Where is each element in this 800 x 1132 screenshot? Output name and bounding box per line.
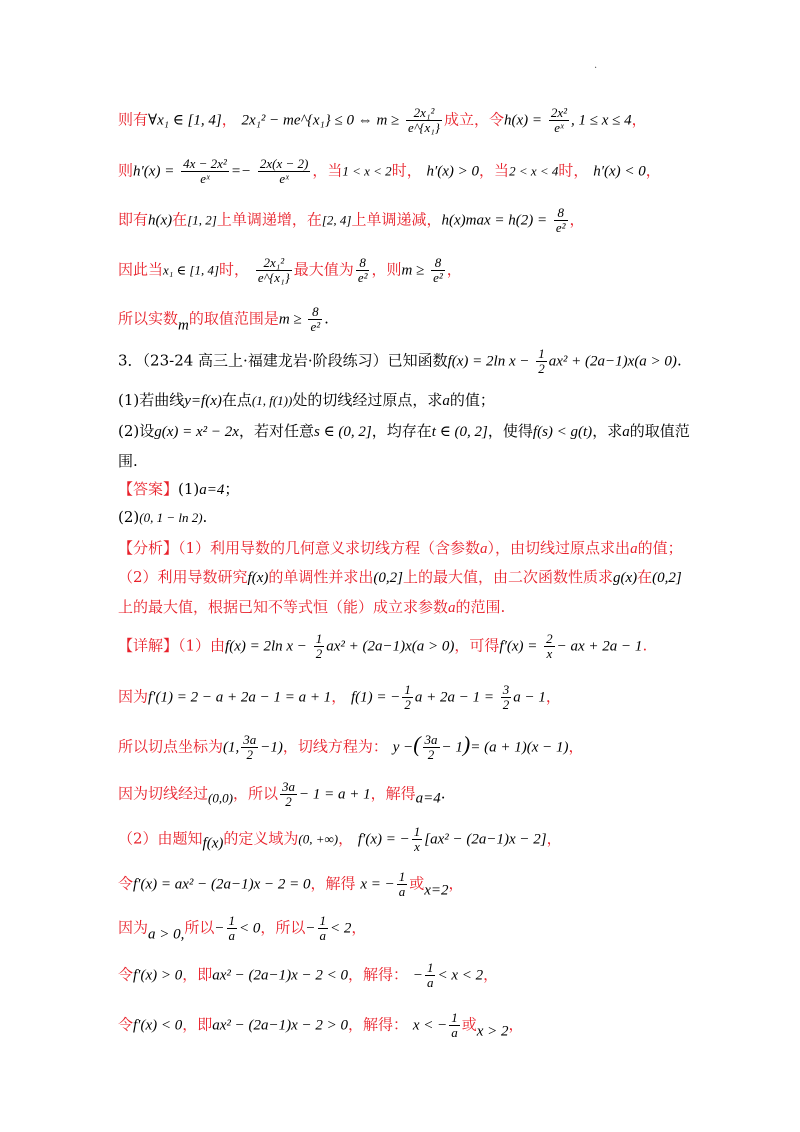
text: 上单调递减， [351, 210, 442, 229]
math: h′(x) > 0 [426, 163, 480, 180]
text: ，当 [312, 161, 343, 180]
analysis-line-1: 【分析】（1）利用导数的几何意义求切线方程（含参数a），由切线过原点求出a的值； [118, 539, 683, 557]
question-part-2-cont: 围. [118, 452, 138, 470]
fraction: $\frac{\text{2x²}}{\text{eˣ}}$ [550, 105, 567, 135]
fraction: $\frac{2x(x - 2)}{\text{eˣ}}$ [259, 156, 309, 186]
detail-line-5: （2）由题知f(x)的定义域为(0, +∞)， f′(x) = − $\frac{1}{x}$ [ax² − (2a−1)x − 2]， [118, 824, 562, 854]
text: 成立，令 [444, 110, 505, 129]
analysis-line-3: 上的最大值，根据已知不等式恒（能）成立求参数a的范围. [118, 598, 506, 616]
text: 时， [558, 161, 589, 180]
math: , 1 ≤ x ≤ 4 [571, 112, 632, 129]
text: ， [569, 210, 585, 229]
math: 1 < x < 2 [342, 163, 392, 179]
text: ，则 [371, 260, 402, 279]
fraction: $\frac{8}{\text{e²}}$ [357, 255, 368, 285]
solution-line-1 [118, 106, 688, 135]
math: h(x) [148, 212, 173, 229]
fraction: $\frac{\text{4x − 2x²}}{\text{eˣ}}$ [183, 156, 227, 186]
math: = [230, 163, 241, 180]
solution-line-3 [118, 206, 688, 235]
fraction: $\frac{1}{2}$ [538, 346, 545, 376]
top-mark: . [594, 60, 598, 71]
math: m ≥ [401, 262, 425, 279]
math: 2x₁² − me^{x₁} ≤ 0 ⇔ m ≥ [241, 112, 400, 129]
text: 的取值范围是 [188, 309, 279, 328]
detail-line-4: 因为切线经过(0,0)，所以 $\frac{3a}{2}$ − 1 = a + 1，解得a=4. [118, 779, 446, 809]
text: 则 [118, 161, 134, 180]
text: 因此当 [118, 260, 164, 279]
fraction: $\frac{8}{\text{e²}}$ [310, 304, 321, 334]
detail-line-1: 【详解】（1）由f(x) = 2ln x − $\frac{1}{2}$ ax² + (2a−1)x(a > 0)，可得f′(x) = $\frac{2}{x}$ − ax + 2a − 1. [118, 631, 648, 661]
detail-line-6: 令f′(x) = ax² − (2a−1)x − 2 = 0，解得 x = − $\frac{1}{a}$ 或x=2， [118, 869, 464, 899]
math: [1, 2] [187, 212, 217, 228]
detail-line-9: 令f′(x) < 0，即ax² − (2a−1)x − 2 > 0，解得： x < − $\frac{1}{a}$ 或x > 2， [118, 1010, 524, 1040]
text: ， [446, 260, 462, 279]
solution-line-4 [118, 256, 688, 285]
text: 所以实数 [118, 309, 179, 328]
math: [2, 4] [321, 212, 352, 228]
analysis-line-2: （2）利用导数研究f(x)的单调性并求出(0,2]上的最大值，由二次函数性质求g(x)在(0,2] [118, 568, 682, 586]
math: 2 < x < 4 [509, 163, 559, 179]
math: h′(x) < 0 [593, 163, 646, 180]
text: 上单调递增，在 [216, 210, 322, 229]
answer-line-1: 【答案】(1)a=4； [118, 480, 240, 498]
text: 则有 [118, 110, 149, 129]
detail-line-8: 令f′(x) > 0，即ax² − (2a−1)x − 2 < 0，解得： − $\frac{1}{a}$ < x < 2， [118, 960, 499, 990]
math: x₁ ∈ [1, 4] [163, 262, 220, 278]
math: ∀x₁ ∈ [1, 4] [148, 112, 222, 129]
text: 最大值为 [293, 260, 354, 279]
text: 即有 [118, 210, 149, 229]
math: m ≥ [278, 311, 302, 328]
text: ， [631, 110, 647, 129]
answer-line-2: (2)(0, 1 − ln 2). [118, 508, 208, 526]
text: 时， [391, 161, 422, 180]
solution-line-2: 则h′(x) = $\frac{\text{4x − 2x²}}{\text{eˣ}}$ =− $\frac{2x(x - 2)}{\text{eˣ}}$ ，当1 < x < 2时， h′(x) > 0，当2 < x < 4时， h′(x) < 0， [118, 156, 661, 186]
answer-label: 【答案】 [118, 480, 179, 498]
math: ax² + (2a−1)x(a > 0) [548, 353, 677, 370]
math: m [178, 317, 189, 334]
text: ， [221, 110, 237, 129]
question-part-2: (2)设g(x) = x² − 2x，若对任意s ∈ (0, 2]，均存在t ∈ (0, 2]，使得f(s) < g(t)，求a的取值范 [118, 422, 690, 440]
fraction: $\frac{\text{2x₁²}}{\text{e\textasciicircum{}\{x₁\}}}$ [257, 255, 290, 285]
solution-line-5 [118, 305, 688, 337]
text: . [324, 309, 329, 328]
math: h(x)max = h(2) = [441, 212, 548, 229]
text: 在 [172, 210, 188, 229]
detail-line-2: 因为f′(1) = 2 − a + 2a − 1 = a + 1， f(1) = − $\frac{1}{2}$ a + 2a − 1 = $\frac{3}{2}$ a − 1， [118, 682, 561, 712]
text: . [676, 351, 682, 370]
detail-line-3: 所以切点坐标为(1, $\frac{3a}{2}$ −1)，切线方程为： y −( $\frac{3a}{2}$ − 1)= (a + 1)(x − 1)， [118, 731, 584, 762]
text: ，当 [479, 161, 510, 180]
fraction: $\frac{\text{2x₁²}}{\text{e\textasciicircum{}\{x₁\}}}$ [408, 105, 440, 135]
question-part-1: (1)若曲线y=f(x)在点(1, f(1))处的切线经过原点，求a的值； [118, 391, 495, 409]
fraction: $\frac{8}{\text{e²}}$ [555, 205, 566, 235]
detail-line-7: 因为a > 0,所以− $\frac{1}{a}$ < 0，所以− $\frac{1}{a}$ < 2， [118, 913, 367, 943]
math: f(x) = 2ln x − [447, 353, 530, 370]
fraction: $\frac{8}{\text{e²}}$ [433, 255, 443, 285]
math: h′(x) = [133, 163, 175, 180]
text: 时， [219, 260, 250, 279]
question-3 [118, 347, 688, 376]
math: h(x) = [504, 112, 543, 129]
text: ， [645, 161, 661, 180]
question-header: 3．（23-24 高三上·福建龙岩·阶段练习）已知函数 [118, 351, 448, 370]
